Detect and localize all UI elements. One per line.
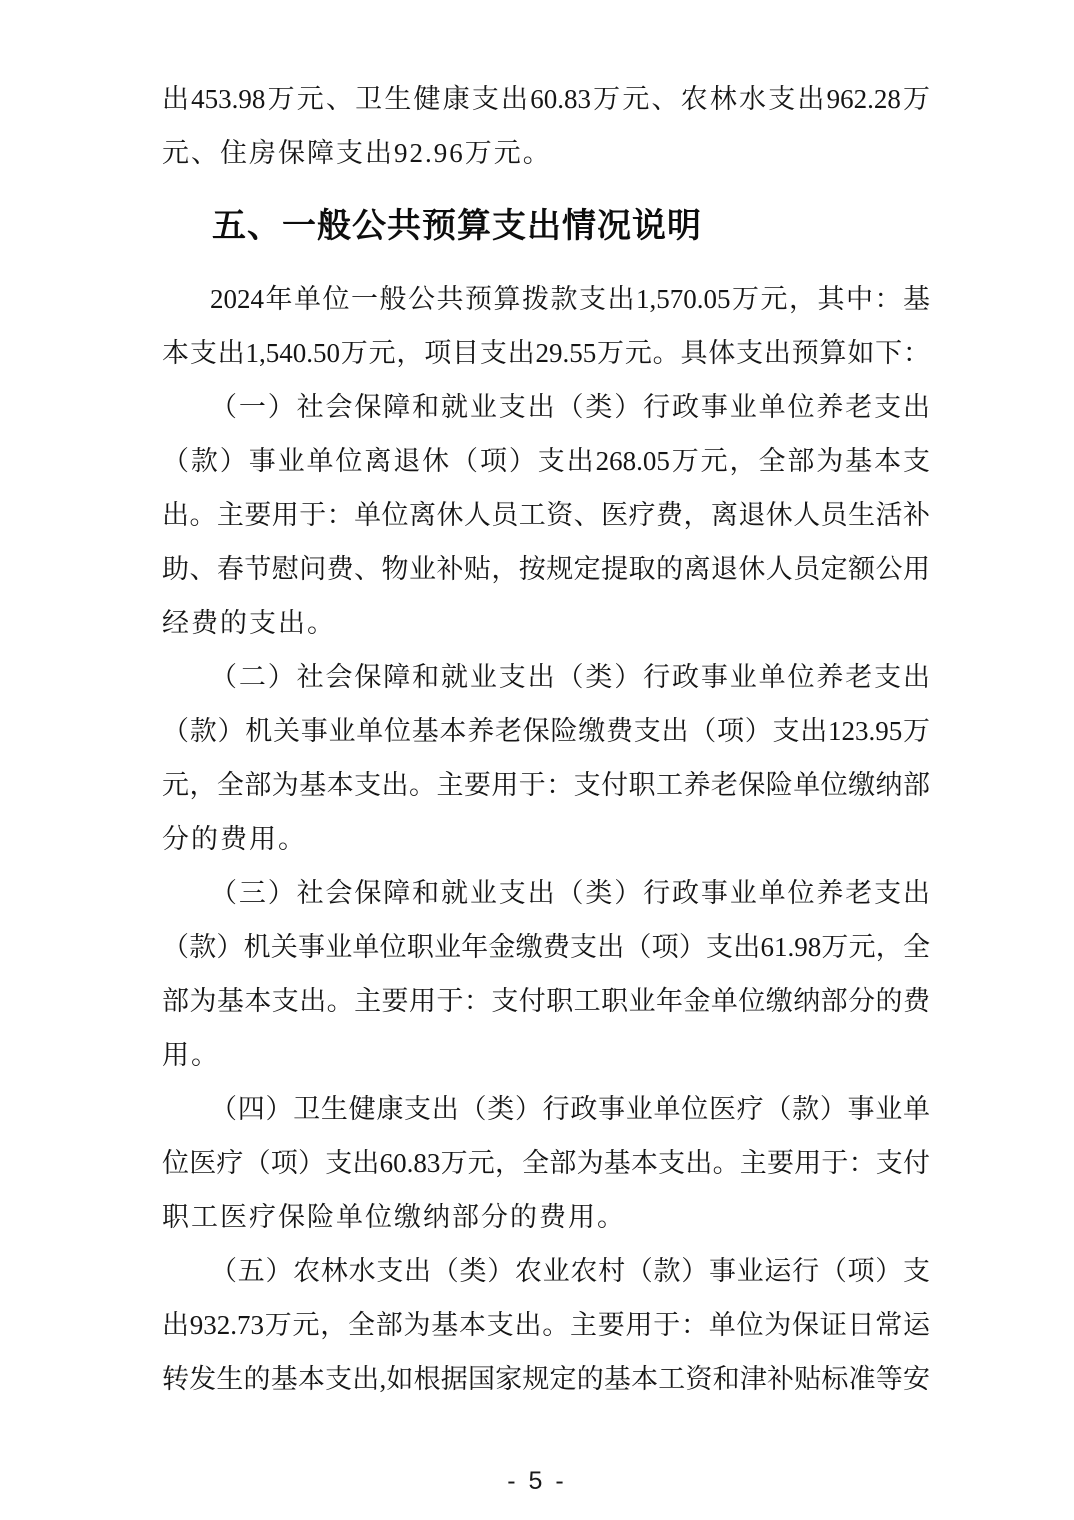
text-line: （款）机关事业单位基本养老保险缴费支出（项）支出123.95万 (162, 716, 930, 746)
text-line: （二）社会保障和就业支出（类）行政事业单位养老支出 (210, 662, 930, 692)
text-line: （一）社会保障和就业支出（类）行政事业单位养老支出 (210, 392, 930, 422)
section-heading: 五、一般公共预算支出情况说明 (212, 207, 702, 245)
text-line: （三）社会保障和就业支出（类）行政事业单位养老支出 (210, 878, 930, 908)
text-line: 出932.73万元，全部为基本支出。主要用于：单位为保证日常运 (162, 1310, 930, 1340)
text-line: （四）卫生健康支出（类）行政事业单位医疗（款）事业单 (210, 1094, 930, 1124)
text-line: （款）事业单位离退休（项）支出268.05万元，全部为基本支 (162, 446, 930, 476)
text-line: 元，全部为基本支出。主要用于：支付职工养老保险单位缴纳部 (162, 770, 930, 800)
text-line: 部为基本支出。主要用于：支付职工职业年金单位缴纳部分的费 (162, 986, 930, 1016)
text-line: （五）农林水支出（类）农业农村（款）事业运行（项）支 (210, 1256, 930, 1286)
text-line: 助、春节慰问费、物业补贴，按规定提取的离退休人员定额公用 (162, 554, 930, 584)
text-line: 分的费用。 (162, 824, 307, 854)
document-body (162, 72, 930, 1406)
page-number: - 5 - (507, 1467, 567, 1495)
text-line: 出453.98万元、卫生健康支出60.83万元、农林水支出962.28万 (162, 84, 930, 114)
text-line: 元、住房保障支出92.96万元。 (162, 138, 552, 168)
text-line: （款）机关事业单位职业年金缴费支出（项）支出61.98万元，全 (162, 932, 930, 962)
text-line: 出。主要用于：单位离休人员工资、医疗费，离退休人员生活补 (162, 500, 930, 530)
text-line: 2024年单位一般公共预算拨款支出1,570.05万元，其中：基 (210, 284, 930, 314)
body-block-before-heading (162, 72, 930, 180)
text-line: 用。 (162, 1040, 220, 1070)
body-block-after-heading (162, 272, 930, 1406)
text-line: 转发生的基本支出,如根据国家规定的基本工资和津补贴标准等安 (162, 1364, 930, 1394)
text-line: 经费的支出。 (162, 608, 336, 638)
text-line: 职工医疗保险单位缴纳部分的费用。 (162, 1202, 626, 1232)
text-line: 本支出1,540.50万元，项目支出29.55万元。具体支出预算如下： (162, 338, 930, 368)
page-footer (0, 1467, 1074, 1496)
text-line: 位医疗（项）支出60.83万元，全部为基本支出。主要用于：支付 (162, 1148, 930, 1178)
